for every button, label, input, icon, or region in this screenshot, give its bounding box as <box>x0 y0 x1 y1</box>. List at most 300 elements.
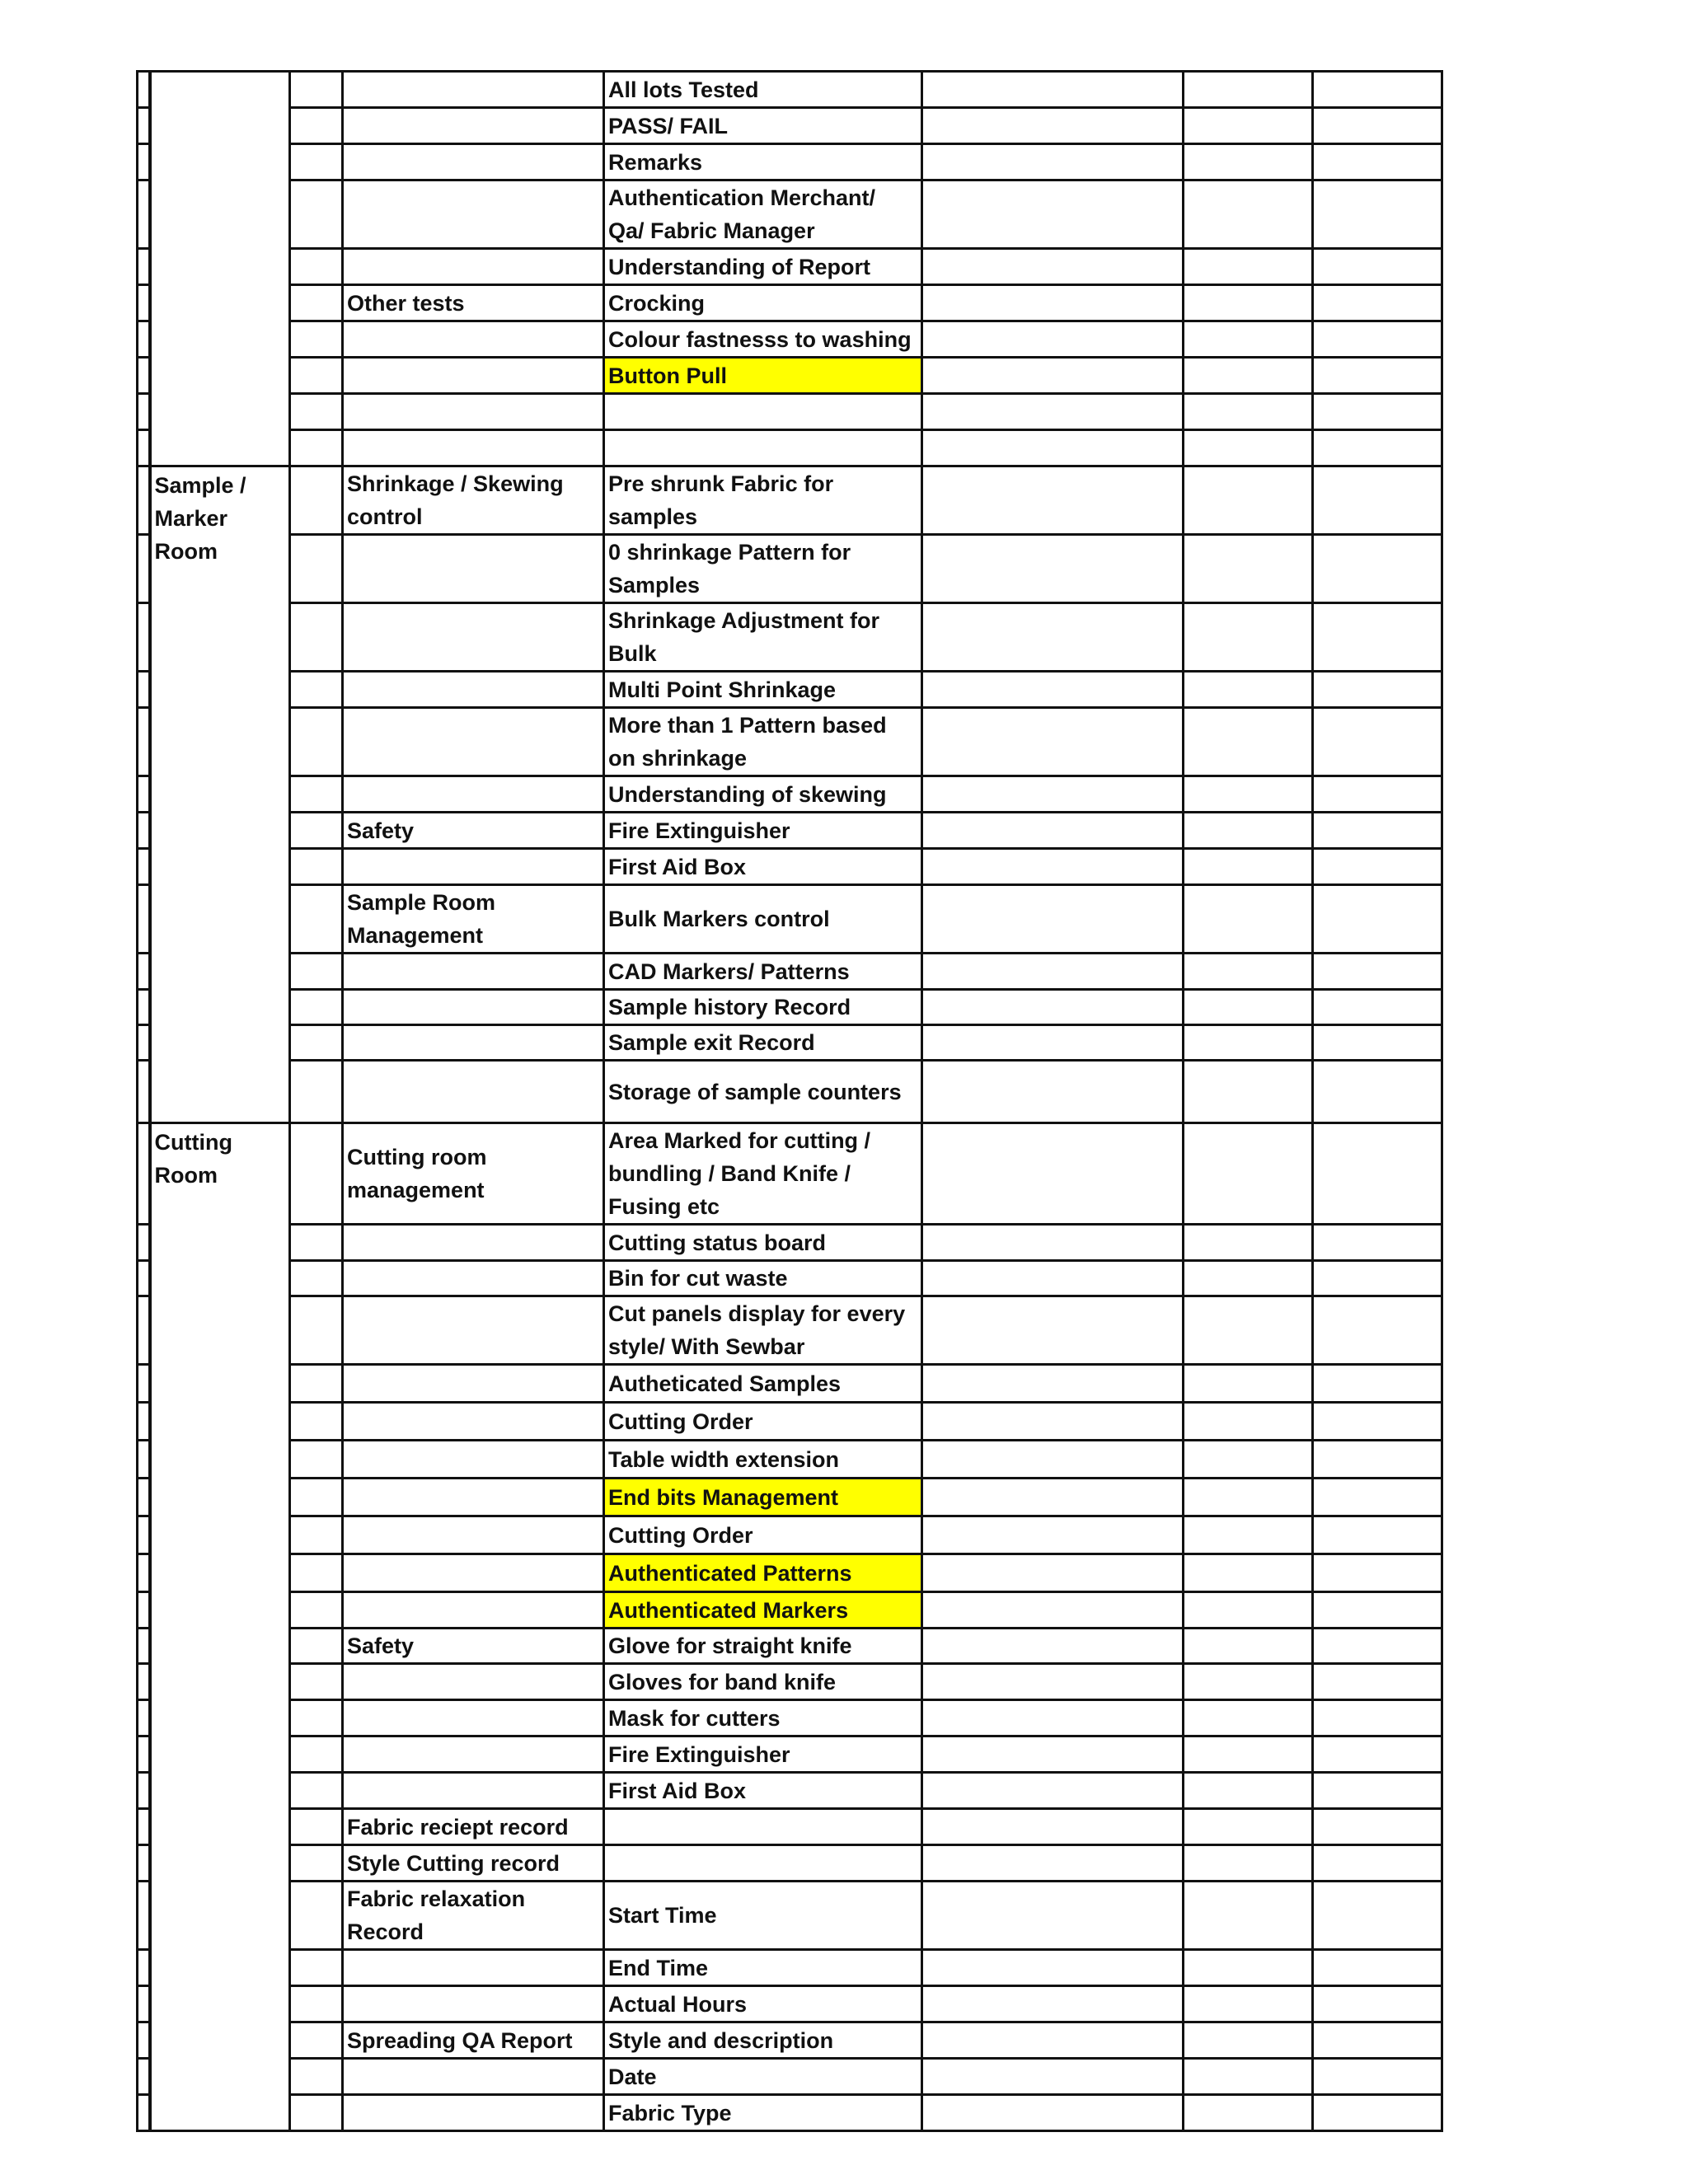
subcategory-cell[interactable] <box>343 1664 604 1700</box>
index-cell[interactable] <box>290 430 343 466</box>
observation-cell[interactable] <box>922 144 1184 180</box>
remarks-cell[interactable] <box>1313 1403 1442 1441</box>
score-cell[interactable] <box>1184 1479 1313 1516</box>
observation-cell[interactable] <box>922 1123 1184 1225</box>
row-gutter-cell[interactable] <box>138 1025 150 1061</box>
remarks-cell[interactable] <box>1313 672 1442 708</box>
subcategory-cell[interactable] <box>343 1261 604 1296</box>
observation-cell[interactable] <box>922 1061 1184 1123</box>
observation-cell[interactable] <box>922 1225 1184 1261</box>
score-cell[interactable] <box>1184 1629 1313 1664</box>
subcategory-cell[interactable] <box>343 430 604 466</box>
remarks-cell[interactable] <box>1313 776 1442 813</box>
subcategory-cell[interactable] <box>343 249 604 285</box>
row-gutter-cell[interactable] <box>138 1986 150 2022</box>
checkpoint-cell[interactable]: Cutting status board <box>604 1225 922 1261</box>
score-cell[interactable] <box>1184 1225 1313 1261</box>
subcategory-cell[interactable] <box>343 708 604 776</box>
subcategory-cell[interactable] <box>343 1225 604 1261</box>
subcategory-cell[interactable]: Shrinkage / Skewing control <box>343 466 604 535</box>
row-gutter-cell[interactable] <box>138 849 150 885</box>
score-cell[interactable] <box>1184 535 1313 603</box>
remarks-cell[interactable] <box>1313 2095 1442 2131</box>
subcategory-cell[interactable]: Sample Room Management <box>343 885 604 954</box>
checkpoint-cell[interactable]: Actual Hours <box>604 1986 922 2022</box>
score-cell[interactable] <box>1184 2022 1313 2059</box>
score-cell[interactable] <box>1184 1845 1313 1882</box>
row-gutter-cell[interactable] <box>138 72 150 108</box>
checkpoint-cell[interactable]: 0 shrinkage Pattern for Samples <box>604 535 922 603</box>
score-cell[interactable] <box>1184 466 1313 535</box>
score-cell[interactable] <box>1184 1882 1313 1950</box>
score-cell[interactable] <box>1184 1025 1313 1061</box>
checkpoint-cell[interactable]: Autheticated Samples <box>604 1365 922 1403</box>
row-gutter-cell[interactable] <box>138 1123 150 1225</box>
row-gutter-cell[interactable] <box>138 1736 150 1773</box>
remarks-cell[interactable] <box>1313 1061 1442 1123</box>
checkpoint-cell[interactable]: Fire Extinguisher <box>604 1736 922 1773</box>
checkpoint-cell[interactable]: Multi Point Shrinkage <box>604 672 922 708</box>
subcategory-cell[interactable] <box>343 72 604 108</box>
remarks-cell[interactable] <box>1313 1365 1442 1403</box>
observation-cell[interactable] <box>922 776 1184 813</box>
index-cell[interactable] <box>290 1882 343 1950</box>
observation-cell[interactable] <box>922 535 1184 603</box>
remarks-cell[interactable] <box>1313 1986 1442 2022</box>
index-cell[interactable] <box>290 1403 343 1441</box>
remarks-cell[interactable] <box>1313 1516 1442 1554</box>
row-gutter-cell[interactable] <box>138 1296 150 1365</box>
index-cell[interactable] <box>290 466 343 535</box>
subcategory-cell[interactable] <box>343 1736 604 1773</box>
observation-cell[interactable] <box>922 1882 1184 1950</box>
index-cell[interactable] <box>290 1986 343 2022</box>
observation-cell[interactable] <box>922 321 1184 358</box>
checkpoint-cell[interactable]: Authenticated Markers <box>604 1592 922 1629</box>
subcategory-cell[interactable] <box>343 776 604 813</box>
remarks-cell[interactable] <box>1313 954 1442 990</box>
checkpoint-cell[interactable]: Understanding of skewing <box>604 776 922 813</box>
checkpoint-cell[interactable]: End bits Management <box>604 1479 922 1516</box>
row-gutter-cell[interactable] <box>138 1403 150 1441</box>
remarks-cell[interactable] <box>1313 249 1442 285</box>
observation-cell[interactable] <box>922 1516 1184 1554</box>
row-gutter-cell[interactable] <box>138 1479 150 1516</box>
observation-cell[interactable] <box>922 394 1184 430</box>
observation-cell[interactable] <box>922 603 1184 672</box>
observation-cell[interactable] <box>922 954 1184 990</box>
index-cell[interactable] <box>290 954 343 990</box>
remarks-cell[interactable] <box>1313 1441 1442 1479</box>
remarks-cell[interactable] <box>1313 535 1442 603</box>
checkpoint-cell[interactable]: Crocking <box>604 285 922 321</box>
observation-cell[interactable] <box>922 1700 1184 1736</box>
subcategory-cell[interactable]: Style Cutting record <box>343 1845 604 1882</box>
checkpoint-cell[interactable] <box>604 430 922 466</box>
remarks-cell[interactable] <box>1313 466 1442 535</box>
row-gutter-cell[interactable] <box>138 1700 150 1736</box>
row-gutter-cell[interactable] <box>138 603 150 672</box>
observation-cell[interactable] <box>922 1403 1184 1441</box>
score-cell[interactable] <box>1184 672 1313 708</box>
score-cell[interactable] <box>1184 358 1313 394</box>
subcategory-cell[interactable] <box>343 1025 604 1061</box>
observation-cell[interactable] <box>922 1296 1184 1365</box>
row-gutter-cell[interactable] <box>138 1261 150 1296</box>
index-cell[interactable] <box>290 285 343 321</box>
subcategory-cell[interactable] <box>343 180 604 249</box>
remarks-cell[interactable] <box>1313 1296 1442 1365</box>
observation-cell[interactable] <box>922 285 1184 321</box>
remarks-cell[interactable] <box>1313 1261 1442 1296</box>
score-cell[interactable] <box>1184 813 1313 849</box>
observation-cell[interactable] <box>922 466 1184 535</box>
observation-cell[interactable] <box>922 813 1184 849</box>
remarks-cell[interactable] <box>1313 2059 1442 2095</box>
score-cell[interactable] <box>1184 108 1313 144</box>
score-cell[interactable] <box>1184 1123 1313 1225</box>
score-cell[interactable] <box>1184 1296 1313 1365</box>
remarks-cell[interactable] <box>1313 990 1442 1025</box>
score-cell[interactable] <box>1184 1592 1313 1629</box>
score-cell[interactable] <box>1184 1403 1313 1441</box>
row-gutter-cell[interactable] <box>138 1845 150 1882</box>
index-cell[interactable] <box>290 2022 343 2059</box>
score-cell[interactable] <box>1184 249 1313 285</box>
remarks-cell[interactable] <box>1313 144 1442 180</box>
observation-cell[interactable] <box>922 2059 1184 2095</box>
remarks-cell[interactable] <box>1313 321 1442 358</box>
observation-cell[interactable] <box>922 1479 1184 1516</box>
remarks-cell[interactable] <box>1313 708 1442 776</box>
checkpoint-cell[interactable]: Bulk Markers control <box>604 885 922 954</box>
remarks-cell[interactable] <box>1313 108 1442 144</box>
observation-cell[interactable] <box>922 1736 1184 1773</box>
observation-cell[interactable] <box>922 2022 1184 2059</box>
index-cell[interactable] <box>290 1123 343 1225</box>
subcategory-cell[interactable] <box>343 108 604 144</box>
observation-cell[interactable] <box>922 430 1184 466</box>
score-cell[interactable] <box>1184 1261 1313 1296</box>
remarks-cell[interactable] <box>1313 1882 1442 1950</box>
index-cell[interactable] <box>290 321 343 358</box>
row-gutter-cell[interactable] <box>138 249 150 285</box>
score-cell[interactable] <box>1184 285 1313 321</box>
row-gutter-cell[interactable] <box>138 2022 150 2059</box>
score-cell[interactable] <box>1184 1950 1313 1986</box>
observation-cell[interactable] <box>922 1365 1184 1403</box>
score-cell[interactable] <box>1184 603 1313 672</box>
observation-cell[interactable] <box>922 1809 1184 1845</box>
index-cell[interactable] <box>290 108 343 144</box>
row-gutter-cell[interactable] <box>138 1629 150 1664</box>
index-cell[interactable] <box>290 180 343 249</box>
index-cell[interactable] <box>290 708 343 776</box>
row-gutter-cell[interactable] <box>138 466 150 535</box>
index-cell[interactable] <box>290 1516 343 1554</box>
index-cell[interactable] <box>290 1441 343 1479</box>
remarks-cell[interactable] <box>1313 1479 1442 1516</box>
score-cell[interactable] <box>1184 1061 1313 1123</box>
checkpoint-cell[interactable]: Mask for cutters <box>604 1700 922 1736</box>
index-cell[interactable] <box>290 776 343 813</box>
checkpoint-cell[interactable]: Date <box>604 2059 922 2095</box>
remarks-cell[interactable] <box>1313 1809 1442 1845</box>
checkpoint-cell[interactable]: PASS/ FAIL <box>604 108 922 144</box>
row-gutter-cell[interactable] <box>138 430 150 466</box>
row-gutter-cell[interactable] <box>138 1592 150 1629</box>
row-gutter-cell[interactable] <box>138 358 150 394</box>
remarks-cell[interactable] <box>1313 1554 1442 1592</box>
subcategory-cell[interactable]: Cutting room management <box>343 1123 604 1225</box>
observation-cell[interactable] <box>922 672 1184 708</box>
index-cell[interactable] <box>290 1664 343 1700</box>
subcategory-cell[interactable] <box>343 1365 604 1403</box>
score-cell[interactable] <box>1184 1986 1313 2022</box>
row-gutter-cell[interactable] <box>138 1664 150 1700</box>
remarks-cell[interactable] <box>1313 394 1442 430</box>
observation-cell[interactable] <box>922 1025 1184 1061</box>
subcategory-cell[interactable] <box>343 1986 604 2022</box>
observation-cell[interactable] <box>922 2095 1184 2131</box>
row-gutter-cell[interactable] <box>138 1950 150 1986</box>
score-cell[interactable] <box>1184 1809 1313 1845</box>
checkpoint-cell[interactable]: Understanding of Report <box>604 249 922 285</box>
row-gutter-cell[interactable] <box>138 144 150 180</box>
score-cell[interactable] <box>1184 1664 1313 1700</box>
checkpoint-cell[interactable]: Gloves for band knife <box>604 1664 922 1700</box>
row-gutter-cell[interactable] <box>138 954 150 990</box>
observation-cell[interactable] <box>922 1592 1184 1629</box>
subcategory-cell[interactable]: Other tests <box>343 285 604 321</box>
score-cell[interactable] <box>1184 2059 1313 2095</box>
observation-cell[interactable] <box>922 1986 1184 2022</box>
row-gutter-cell[interactable] <box>138 990 150 1025</box>
remarks-cell[interactable] <box>1313 849 1442 885</box>
subcategory-cell[interactable] <box>343 1592 604 1629</box>
remarks-cell[interactable] <box>1313 1736 1442 1773</box>
section-cell[interactable]: Cutting Room <box>150 1123 290 2131</box>
remarks-cell[interactable] <box>1313 1950 1442 1986</box>
score-cell[interactable] <box>1184 144 1313 180</box>
score-cell[interactable] <box>1184 180 1313 249</box>
remarks-cell[interactable] <box>1313 1700 1442 1736</box>
score-cell[interactable] <box>1184 1365 1313 1403</box>
checkpoint-cell[interactable]: CAD Markers/ Patterns <box>604 954 922 990</box>
index-cell[interactable] <box>290 603 343 672</box>
index-cell[interactable] <box>290 813 343 849</box>
row-gutter-cell[interactable] <box>138 1882 150 1950</box>
subcategory-cell[interactable] <box>343 672 604 708</box>
score-cell[interactable] <box>1184 1700 1313 1736</box>
observation-cell[interactable] <box>922 1664 1184 1700</box>
observation-cell[interactable] <box>922 1554 1184 1592</box>
checkpoint-cell[interactable]: Table width extension <box>604 1441 922 1479</box>
index-cell[interactable] <box>290 990 343 1025</box>
remarks-cell[interactable] <box>1313 1773 1442 1809</box>
score-cell[interactable] <box>1184 1554 1313 1592</box>
remarks-cell[interactable] <box>1313 180 1442 249</box>
subcategory-cell[interactable] <box>343 1403 604 1441</box>
score-cell[interactable] <box>1184 321 1313 358</box>
section-cell[interactable] <box>150 72 290 466</box>
remarks-cell[interactable] <box>1313 72 1442 108</box>
score-cell[interactable] <box>1184 849 1313 885</box>
row-gutter-cell[interactable] <box>138 321 150 358</box>
index-cell[interactable] <box>290 1225 343 1261</box>
subcategory-cell[interactable]: Safety <box>343 813 604 849</box>
score-cell[interactable] <box>1184 394 1313 430</box>
subcategory-cell[interactable] <box>343 1773 604 1809</box>
subcategory-cell[interactable] <box>343 1554 604 1592</box>
subcategory-cell[interactable] <box>343 1296 604 1365</box>
row-gutter-cell[interactable] <box>138 2095 150 2131</box>
checkpoint-cell[interactable] <box>604 1809 922 1845</box>
index-cell[interactable] <box>290 2095 343 2131</box>
row-gutter-cell[interactable] <box>138 535 150 603</box>
score-cell[interactable] <box>1184 72 1313 108</box>
checkpoint-cell[interactable]: Fabric Type <box>604 2095 922 2131</box>
row-gutter-cell[interactable] <box>138 1809 150 1845</box>
index-cell[interactable] <box>290 672 343 708</box>
checkpoint-cell[interactable]: Start Time <box>604 1882 922 1950</box>
checkpoint-cell[interactable]: Storage of sample counters <box>604 1061 922 1123</box>
index-cell[interactable] <box>290 1950 343 1986</box>
index-cell[interactable] <box>290 1025 343 1061</box>
remarks-cell[interactable] <box>1313 285 1442 321</box>
subcategory-cell[interactable] <box>343 1516 604 1554</box>
subcategory-cell[interactable] <box>343 1700 604 1736</box>
index-cell[interactable] <box>290 1629 343 1664</box>
section-cell[interactable]: Sample / Marker Room <box>150 466 290 1123</box>
row-gutter-cell[interactable] <box>138 180 150 249</box>
row-gutter-cell[interactable] <box>138 1441 150 1479</box>
observation-cell[interactable] <box>922 849 1184 885</box>
observation-cell[interactable] <box>922 249 1184 285</box>
row-gutter-cell[interactable] <box>138 1225 150 1261</box>
index-cell[interactable] <box>290 535 343 603</box>
subcategory-cell[interactable] <box>343 1061 604 1123</box>
checkpoint-cell[interactable]: Style and description <box>604 2022 922 2059</box>
remarks-cell[interactable] <box>1313 2022 1442 2059</box>
index-cell[interactable] <box>290 1773 343 1809</box>
observation-cell[interactable] <box>922 1950 1184 1986</box>
score-cell[interactable] <box>1184 708 1313 776</box>
observation-cell[interactable] <box>922 1629 1184 1664</box>
checkpoint-cell[interactable]: Sample exit Record <box>604 1025 922 1061</box>
checkpoint-cell[interactable]: Cutting Order <box>604 1403 922 1441</box>
observation-cell[interactable] <box>922 108 1184 144</box>
checkpoint-cell[interactable] <box>604 1845 922 1882</box>
subcategory-cell[interactable] <box>343 2059 604 2095</box>
remarks-cell[interactable] <box>1313 885 1442 954</box>
observation-cell[interactable] <box>922 1441 1184 1479</box>
checkpoint-cell[interactable]: Colour fastnesss to washing <box>604 321 922 358</box>
checkpoint-cell[interactable]: All lots Tested <box>604 72 922 108</box>
observation-cell[interactable] <box>922 885 1184 954</box>
subcategory-cell[interactable] <box>343 535 604 603</box>
checkpoint-cell[interactable]: Shrinkage Adjustment for Bulk <box>604 603 922 672</box>
observation-cell[interactable] <box>922 1773 1184 1809</box>
score-cell[interactable] <box>1184 885 1313 954</box>
index-cell[interactable] <box>290 2059 343 2095</box>
subcategory-cell[interactable] <box>343 1950 604 1986</box>
index-cell[interactable] <box>290 1261 343 1296</box>
row-gutter-cell[interactable] <box>138 285 150 321</box>
index-cell[interactable] <box>290 1592 343 1629</box>
index-cell[interactable] <box>290 72 343 108</box>
row-gutter-cell[interactable] <box>138 885 150 954</box>
index-cell[interactable] <box>290 1700 343 1736</box>
remarks-cell[interactable] <box>1313 813 1442 849</box>
score-cell[interactable] <box>1184 1516 1313 1554</box>
index-cell[interactable] <box>290 1479 343 1516</box>
checkpoint-cell[interactable]: Authentication Merchant/ Qa/ Fabric Manager <box>604 180 922 249</box>
remarks-cell[interactable] <box>1313 1664 1442 1700</box>
row-gutter-cell[interactable] <box>138 776 150 813</box>
score-cell[interactable] <box>1184 1736 1313 1773</box>
subcategory-cell[interactable] <box>343 358 604 394</box>
row-gutter-cell[interactable] <box>138 394 150 430</box>
index-cell[interactable] <box>290 1736 343 1773</box>
index-cell[interactable] <box>290 885 343 954</box>
subcategory-cell[interactable] <box>343 1441 604 1479</box>
checkpoint-cell[interactable]: Authenticated Patterns <box>604 1554 922 1592</box>
observation-cell[interactable] <box>922 358 1184 394</box>
checkpoint-cell[interactable]: Cut panels display for every style/ With Sewbar <box>604 1296 922 1365</box>
observation-cell[interactable] <box>922 72 1184 108</box>
row-gutter-cell[interactable] <box>138 108 150 144</box>
subcategory-cell[interactable] <box>343 144 604 180</box>
score-cell[interactable] <box>1184 1441 1313 1479</box>
checkpoint-cell[interactable]: More than 1 Pattern based on shrinkage <box>604 708 922 776</box>
observation-cell[interactable] <box>922 990 1184 1025</box>
row-gutter-cell[interactable] <box>138 813 150 849</box>
subcategory-cell[interactable] <box>343 990 604 1025</box>
subcategory-cell[interactable]: Spreading QA Report <box>343 2022 604 2059</box>
remarks-cell[interactable] <box>1313 1845 1442 1882</box>
subcategory-cell[interactable] <box>343 394 604 430</box>
remarks-cell[interactable] <box>1313 1225 1442 1261</box>
index-cell[interactable] <box>290 394 343 430</box>
checkpoint-cell[interactable]: End Time <box>604 1950 922 1986</box>
row-gutter-cell[interactable] <box>138 708 150 776</box>
checkpoint-cell[interactable]: Sample history Record <box>604 990 922 1025</box>
checkpoint-cell[interactable]: First Aid Box <box>604 1773 922 1809</box>
observation-cell[interactable] <box>922 708 1184 776</box>
checkpoint-cell[interactable]: Button Pull <box>604 358 922 394</box>
checkpoint-cell[interactable]: Bin for cut waste <box>604 1261 922 1296</box>
index-cell[interactable] <box>290 358 343 394</box>
row-gutter-cell[interactable] <box>138 1554 150 1592</box>
checkpoint-cell[interactable] <box>604 394 922 430</box>
subcategory-cell[interactable]: Fabric reciept record <box>343 1809 604 1845</box>
checkpoint-cell[interactable]: Glove for straight knife <box>604 1629 922 1664</box>
subcategory-cell[interactable] <box>343 603 604 672</box>
index-cell[interactable] <box>290 144 343 180</box>
subcategory-cell[interactable] <box>343 1479 604 1516</box>
remarks-cell[interactable] <box>1313 1592 1442 1629</box>
remarks-cell[interactable] <box>1313 1123 1442 1225</box>
checkpoint-cell[interactable]: Remarks <box>604 144 922 180</box>
subcategory-cell[interactable]: Fabric relaxation Record <box>343 1882 604 1950</box>
checkpoint-cell[interactable]: First Aid Box <box>604 849 922 885</box>
remarks-cell[interactable] <box>1313 430 1442 466</box>
index-cell[interactable] <box>290 249 343 285</box>
checkpoint-cell[interactable]: Cutting Order <box>604 1516 922 1554</box>
index-cell[interactable] <box>290 1365 343 1403</box>
observation-cell[interactable] <box>922 1261 1184 1296</box>
